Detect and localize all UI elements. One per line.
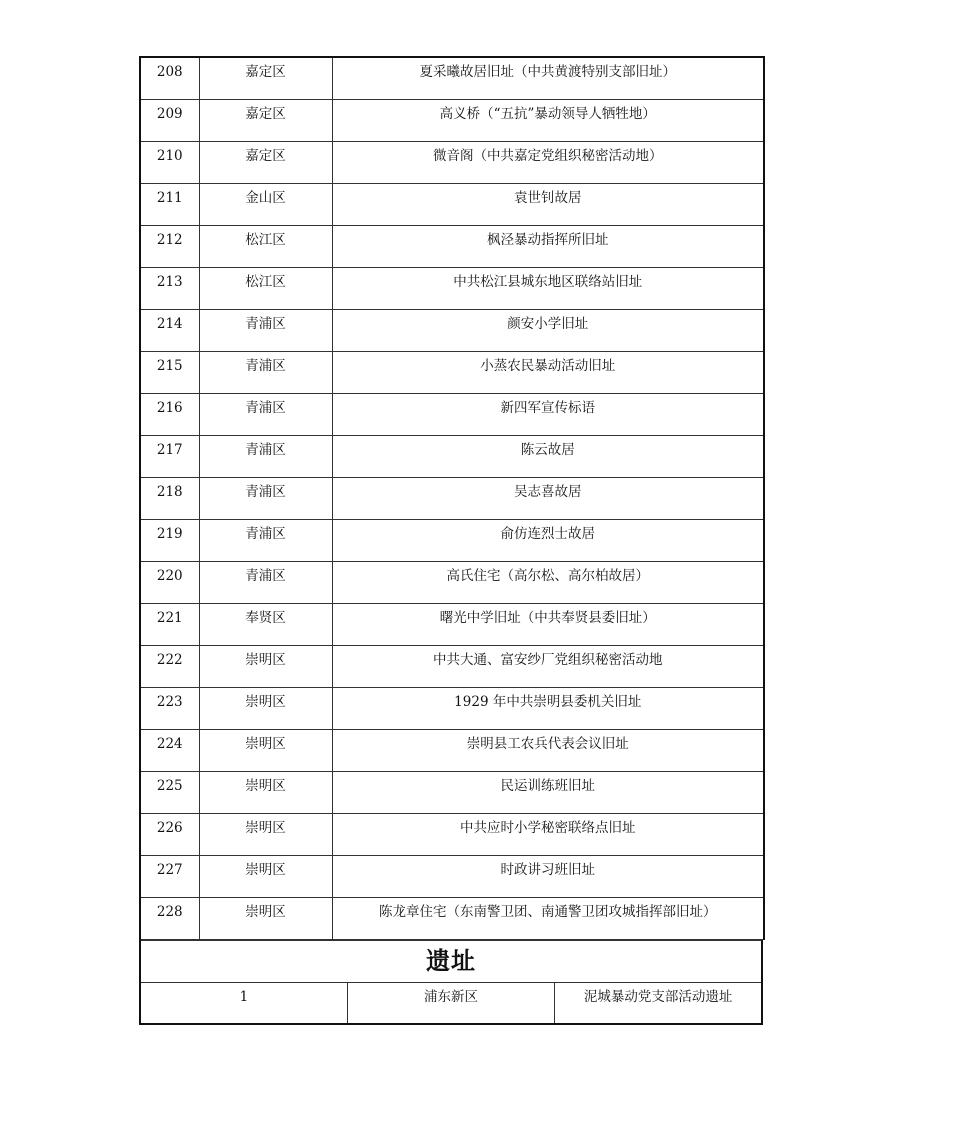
row-site-name: 泥城暴动党支部活动遗址 (555, 982, 762, 1024)
row-number: 218 (140, 477, 199, 519)
table-row (140, 519, 764, 561)
table-row (140, 645, 764, 687)
row-site-name: 中共松江县城东地区联络站旧址 (332, 267, 764, 309)
section-header-row (140, 940, 762, 982)
row-district: 崇明区 (199, 771, 332, 813)
table-row (140, 183, 764, 225)
table-row (140, 855, 764, 897)
table-row (140, 267, 764, 309)
row-site-name: 吴志喜故居 (332, 477, 764, 519)
row-district: 嘉定区 (199, 99, 332, 141)
row-district: 浦东新区 (347, 982, 554, 1024)
row-district: 松江区 (199, 225, 332, 267)
row-district: 青浦区 (199, 435, 332, 477)
row-district: 嘉定区 (199, 141, 332, 183)
row-site-name: 高氏住宅（高尔松、高尔柏故居） (332, 561, 764, 603)
table-row (140, 561, 764, 603)
row-number: 213 (140, 267, 199, 309)
table-row (140, 687, 764, 729)
row-site-name: 中共应时小学秘密联络点旧址 (332, 813, 764, 855)
table-row (140, 477, 764, 519)
row-number: 224 (140, 729, 199, 771)
row-district: 嘉定区 (199, 57, 332, 99)
row-number: 214 (140, 309, 199, 351)
row-site-name: 微音阁（中共嘉定党组织秘密活动地） (332, 141, 764, 183)
row-site-name: 中共大通、富安纱厂党组织秘密活动地 (332, 645, 764, 687)
table-row (140, 982, 762, 1024)
row-district: 崇明区 (199, 645, 332, 687)
row-district: 青浦区 (199, 561, 332, 603)
row-site-name: 崇明县工农兵代表会议旧址 (332, 729, 764, 771)
row-district: 崇明区 (199, 897, 332, 939)
table-row (140, 393, 764, 435)
table-row (140, 351, 764, 393)
row-number: 211 (140, 183, 199, 225)
row-district: 崇明区 (199, 687, 332, 729)
row-site-name: 夏采曦故居旧址（中共黄渡特别支部旧址） (332, 57, 764, 99)
section-title: 遗址 (140, 940, 762, 982)
row-number: 209 (140, 99, 199, 141)
row-site-name: 陈云故居 (332, 435, 764, 477)
row-district: 青浦区 (199, 351, 332, 393)
row-site-name: 陈龙章住宅（东南警卫团、南通警卫团攻城指挥部旧址） (332, 897, 764, 939)
row-site-name: 小蒸农民暴动活动旧址 (332, 351, 764, 393)
relic-sites-table (139, 940, 763, 1026)
row-district: 青浦区 (199, 519, 332, 561)
row-number: 220 (140, 561, 199, 603)
row-number: 208 (140, 57, 199, 99)
row-site-name: 时政讲习班旧址 (332, 855, 764, 897)
table-row (140, 57, 764, 99)
former-sites-table (139, 56, 765, 940)
table-row (140, 603, 764, 645)
row-site-name: 曙光中学旧址（中共奉贤县委旧址） (332, 603, 764, 645)
table-row (140, 99, 764, 141)
table-row (140, 897, 764, 939)
row-site-name: 新四军宣传标语 (332, 393, 764, 435)
row-district: 松江区 (199, 267, 332, 309)
row-number: 217 (140, 435, 199, 477)
row-number: 226 (140, 813, 199, 855)
table-row (140, 225, 764, 267)
row-district: 青浦区 (199, 477, 332, 519)
row-number: 222 (140, 645, 199, 687)
row-number: 221 (140, 603, 199, 645)
row-number: 216 (140, 393, 199, 435)
row-number: 223 (140, 687, 199, 729)
row-number: 1 (140, 982, 347, 1024)
row-site-name: 民运训练班旧址 (332, 771, 764, 813)
row-district: 青浦区 (199, 309, 332, 351)
row-site-name: 颜安小学旧址 (332, 309, 764, 351)
row-site-name: 枫泾暴动指挥所旧址 (332, 225, 764, 267)
row-district: 崇明区 (199, 729, 332, 771)
row-number: 225 (140, 771, 199, 813)
row-number: 215 (140, 351, 199, 393)
row-district: 青浦区 (199, 393, 332, 435)
row-site-name: 袁世钊故居 (332, 183, 764, 225)
row-district: 金山区 (199, 183, 332, 225)
row-number: 227 (140, 855, 199, 897)
table-row (140, 141, 764, 183)
heritage-site-table (139, 56, 763, 1025)
table-row (140, 435, 764, 477)
table-row (140, 309, 764, 351)
row-district: 崇明区 (199, 813, 332, 855)
table-row (140, 729, 764, 771)
row-number: 210 (140, 141, 199, 183)
row-district: 奉贤区 (199, 603, 332, 645)
row-number: 228 (140, 897, 199, 939)
row-number: 212 (140, 225, 199, 267)
row-site-name: 俞仿连烈士故居 (332, 519, 764, 561)
table-row (140, 813, 764, 855)
table-row (140, 771, 764, 813)
row-site-name: 1929 年中共崇明县委机关旧址 (332, 687, 764, 729)
row-district: 崇明区 (199, 855, 332, 897)
row-site-name: 高义桥（“五抗”暴动领导人牺牲地） (332, 99, 764, 141)
row-number: 219 (140, 519, 199, 561)
